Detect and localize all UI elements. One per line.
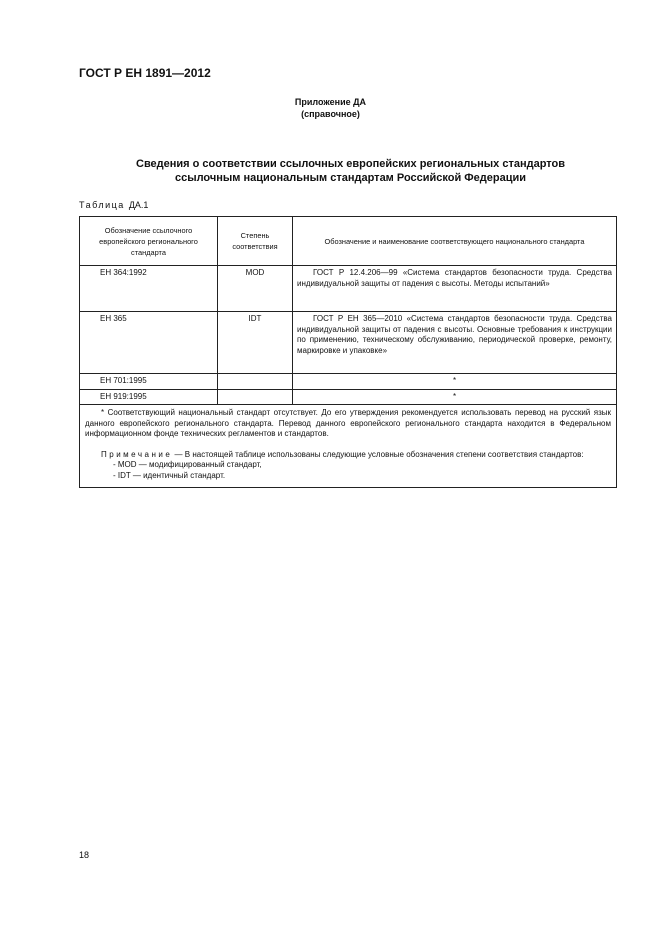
header-national: Обозначение и наименование соответствующего национального стандарта [293, 217, 617, 266]
table-notes-row [80, 405, 617, 488]
table-header-row [80, 217, 617, 266]
table-row [80, 312, 617, 374]
cell-national: ГОСТ Р ЕН 365—2010 «Система стандартов безопасности труда. Средства индивидуальной защиты от падения с высоты. Основные требования к инструкции по применению, техническому обслуживанию, периодической проверке, ремонту, маркировке и упаковке» [293, 312, 617, 374]
footnote: * Соответствующий национальный стандарт отсутствует. До его утверждения рекомендуется использовать перевод на русский язык данного европейского регионального стандарта. Перевод данного европейского регионального стандарта находится в Федеральном информационном фонде технических регламентов и стандартов. [85, 408, 611, 438]
cell-national: ГОСТ Р 12.4.206—99 «Система стандартов безопасности труда. Средства индивидуальной защиты от падения с высоты. Методы испытаний» [293, 266, 617, 312]
table-row [80, 389, 617, 405]
note-item-idt: - IDT — идентичный стандарт. [113, 470, 226, 480]
section-title-line1: Сведения о соответствии ссылочных европейских региональных стандартов [136, 158, 565, 170]
cell-national: * [293, 374, 617, 390]
document-code: ГОСТ Р ЕН 1891—2012 [79, 66, 211, 80]
note-item-mod: - MOD — модифицированный стандарт, [113, 460, 262, 469]
cell-degree [218, 374, 293, 390]
appendix-heading [0, 96, 661, 120]
header-degree: Степень соответствия [218, 217, 293, 266]
section-title [60, 157, 641, 185]
cell-degree: MOD [218, 266, 293, 312]
table-caption-number: ДА.1 [128, 200, 149, 210]
cell-national: * [293, 389, 617, 405]
header-designation: Обозначение ссылочного европейского регионального стандарта [80, 217, 218, 266]
note-text: — В настоящей таблице использованы следующие условные обозначения степени соответствия стандартов: [174, 449, 584, 459]
cell-degree [218, 389, 293, 405]
table-row [80, 266, 617, 312]
table-notes [80, 405, 617, 488]
note [85, 450, 611, 461]
note-label: Примечание [101, 449, 173, 459]
table-caption [79, 200, 148, 210]
table-caption-word: Таблица [79, 200, 125, 210]
cell-designation: ЕН 364:1992 [80, 266, 218, 312]
cell-designation: ЕН 919:1995 [80, 389, 218, 405]
correspondence-table [79, 216, 617, 488]
table-row [80, 374, 617, 390]
cell-designation: ЕН 365 [80, 312, 218, 374]
section-title-line2: ссылочным национальным стандартам Российской Федерации [174, 172, 527, 184]
page-number: 18 [79, 850, 90, 860]
cell-degree: IDT [218, 312, 293, 374]
appendix-subtitle: (справочное) [301, 109, 360, 119]
appendix-title: Приложение ДА [294, 97, 367, 107]
cell-designation: ЕН 701:1995 [80, 374, 218, 390]
